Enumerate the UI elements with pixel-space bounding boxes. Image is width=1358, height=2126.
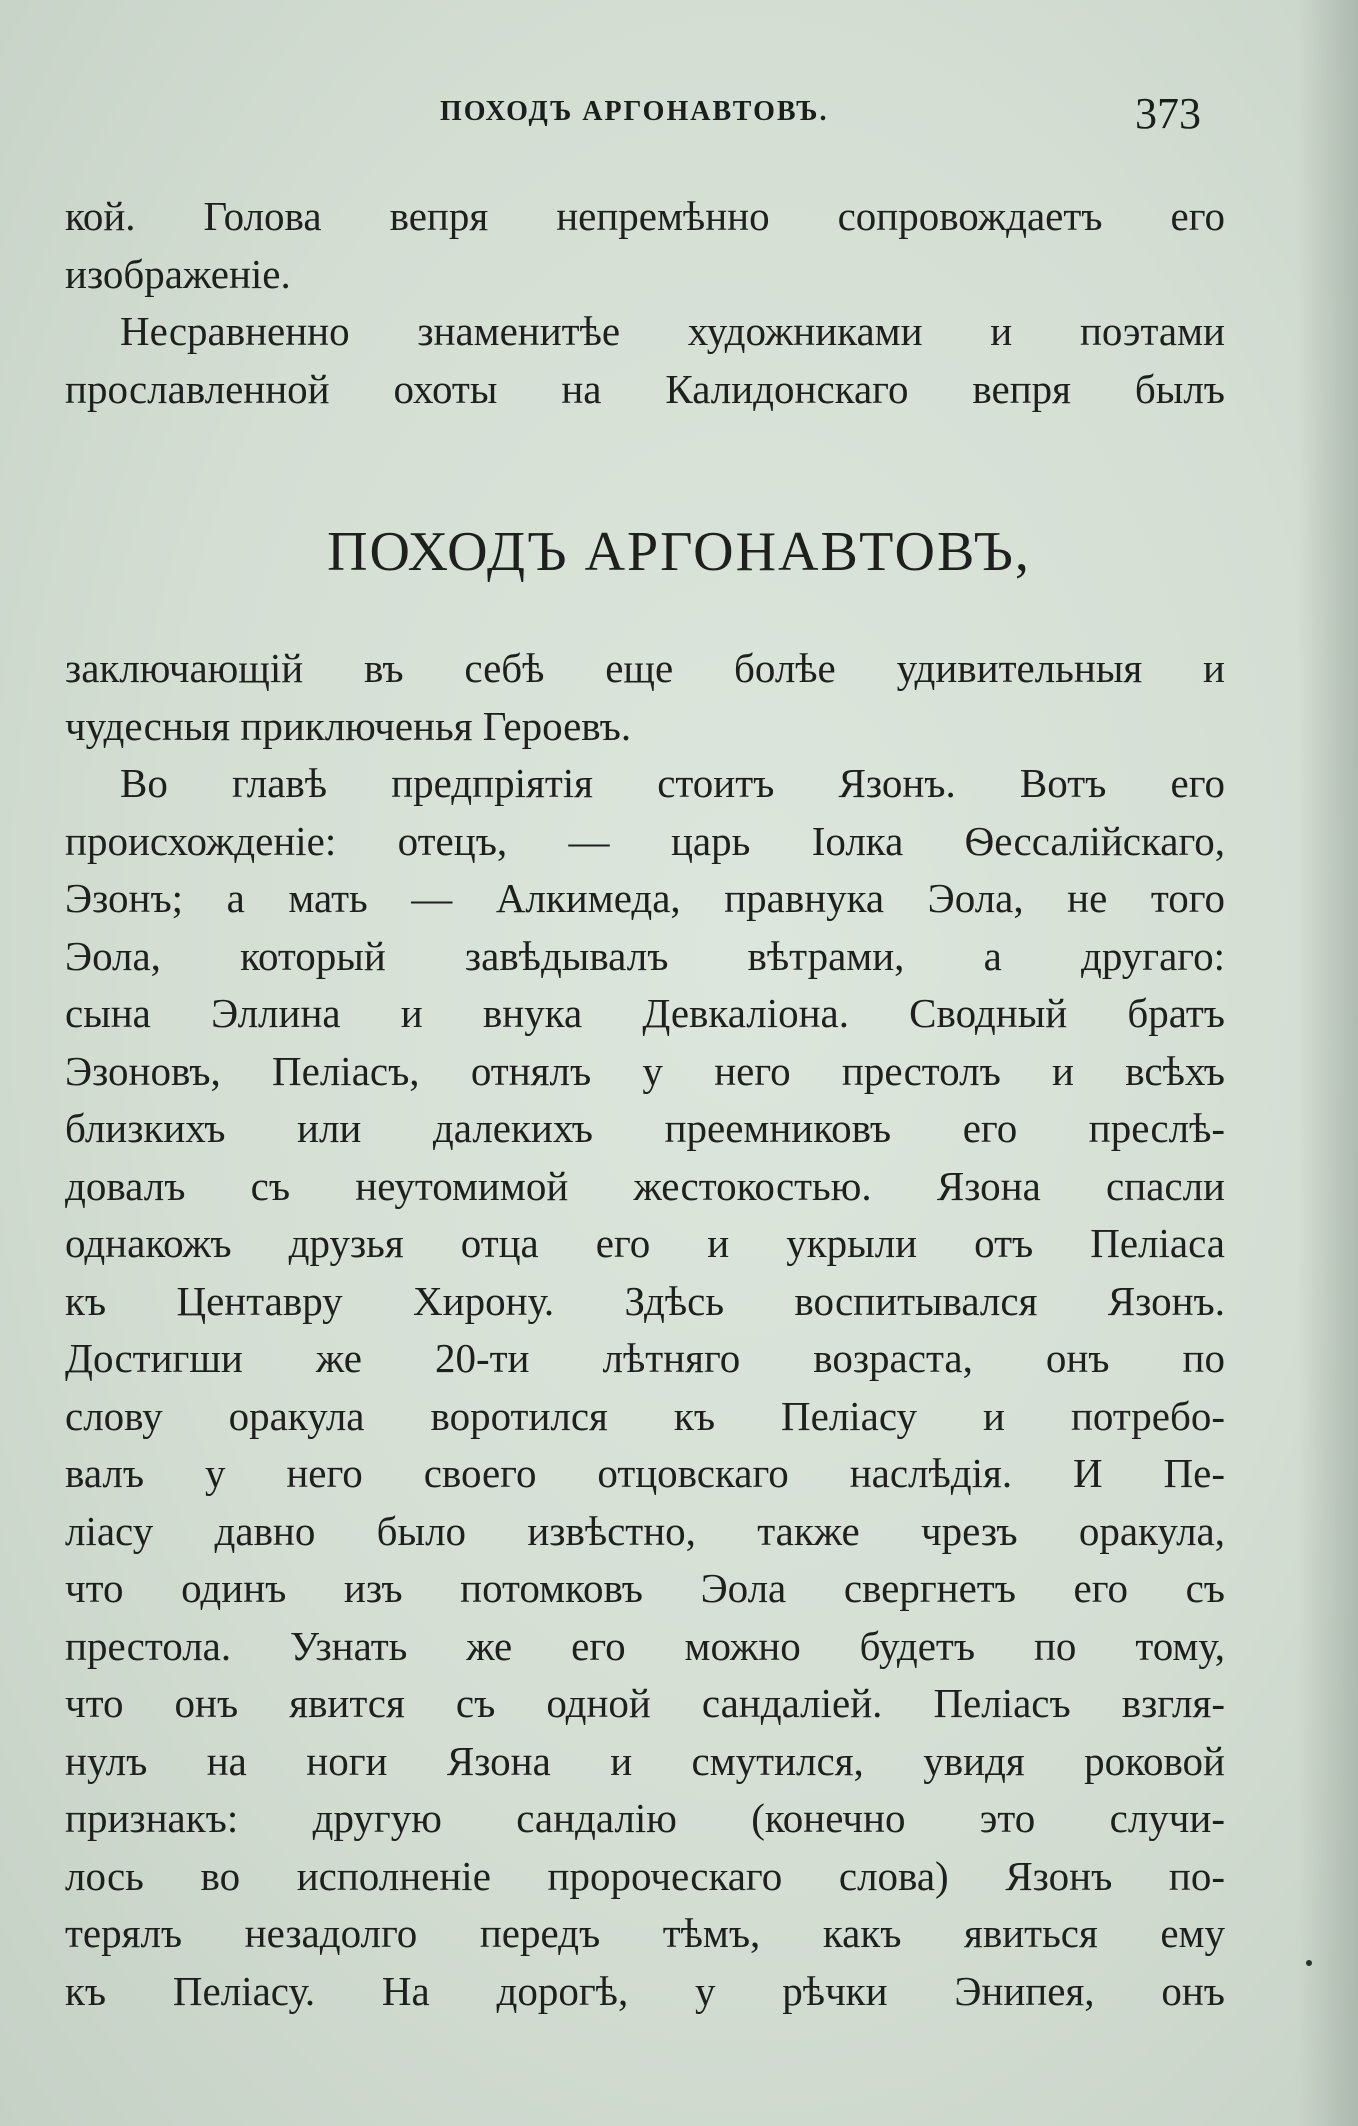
text-line: происхожденіе: отецъ, — царь Іолка Ѳессалійскаго,	[65, 817, 1225, 864]
text-line: заключающій въ себѣ еще болѣе удивительныя и	[65, 645, 1225, 691]
text-line: лось во исполненіе пророческаго слова) Язонъ по-	[65, 1852, 1225, 1899]
text-line: изображеніе.	[65, 250, 291, 297]
text-line: что онъ явится съ одной сандаліей. Пеліасъ взгля-	[65, 1680, 1225, 1726]
text-line: терялъ незадолго передъ тѣмъ, какъ явиться ему	[65, 1910, 1225, 1956]
ink-speck	[1306, 1960, 1312, 1966]
text-line: слову оракула воротился къ Пеліасу и потребо-	[65, 1392, 1225, 1439]
running-title: ПОХОДЪ АРГОНАВТОВЪ.	[440, 96, 829, 127]
text-line: Эзоновъ, Пеліасъ, отнялъ у него престолъ и всѣхъ	[65, 1047, 1225, 1094]
text-line: Несравненно знаменитѣе художниками и поэтами	[120, 308, 1225, 354]
page-edge-shadow	[1298, 0, 1358, 2126]
text-line: Эзонъ; а мать — Алкимеда, правнука Эола, не того	[65, 875, 1225, 921]
text-line: Во главѣ предпріятія стоитъ Язонъ. Вотъ его	[120, 760, 1225, 806]
text-line: престола. Узнать же его можно будетъ по тому,	[65, 1622, 1225, 1669]
text-line: Эола, который завѣдывалъ вѣтрами, а другаго:	[65, 932, 1225, 979]
text-line: кой. Голова вепря непремѣнно сопровождаетъ его	[65, 193, 1225, 239]
text-line: нулъ на ноги Язона и смутился, увидя роковой	[65, 1737, 1225, 1784]
text-line: ліасу давно было извѣстно, также чрезъ оракула,	[65, 1507, 1225, 1554]
running-head	[0, 88, 1358, 138]
text-line: близкихъ или далекихъ преемниковъ его преслѣ-	[65, 1105, 1225, 1151]
text-line: что одинъ изъ потомковъ Эола свергнетъ его съ	[65, 1565, 1225, 1611]
text-line: валъ у него своего отцовскаго наслѣдія. И Пе-	[65, 1450, 1225, 1496]
text-line: признакъ: другую сандалію (конечно это случи-	[65, 1795, 1225, 1841]
text-line: довалъ съ неутомимой жестокостью. Язона спасли	[65, 1162, 1225, 1209]
text-line: къ Центавру Хирону. Здѣсь воспитывался Язонъ.	[65, 1277, 1225, 1324]
text-block-top	[65, 188, 1225, 418]
text-line: однакожъ друзья отца его и укрыли отъ Пеліаса	[65, 1220, 1225, 1266]
text-line: чудесныя приключенья Героевъ.	[65, 702, 632, 749]
text-line: Достигши же 20-ти лѣтняго возраста, онъ по	[65, 1335, 1225, 1381]
text-block-body	[65, 640, 1225, 2020]
section-heading	[0, 520, 1358, 584]
text-line: прославленной охоты на Калидонскаго вепря былъ	[65, 365, 1225, 412]
text-line: сына Эллина и внука Девкаліона. Сводный братъ	[65, 990, 1225, 1036]
text-line: къ Пеліасу. На дорогѣ, у рѣчки Энипея, онъ	[65, 1967, 1225, 2014]
section-heading-text: ПОХОДЪ АРГОНАВТОВЪ,	[327, 521, 1031, 583]
page-number: 373	[1135, 89, 1201, 138]
